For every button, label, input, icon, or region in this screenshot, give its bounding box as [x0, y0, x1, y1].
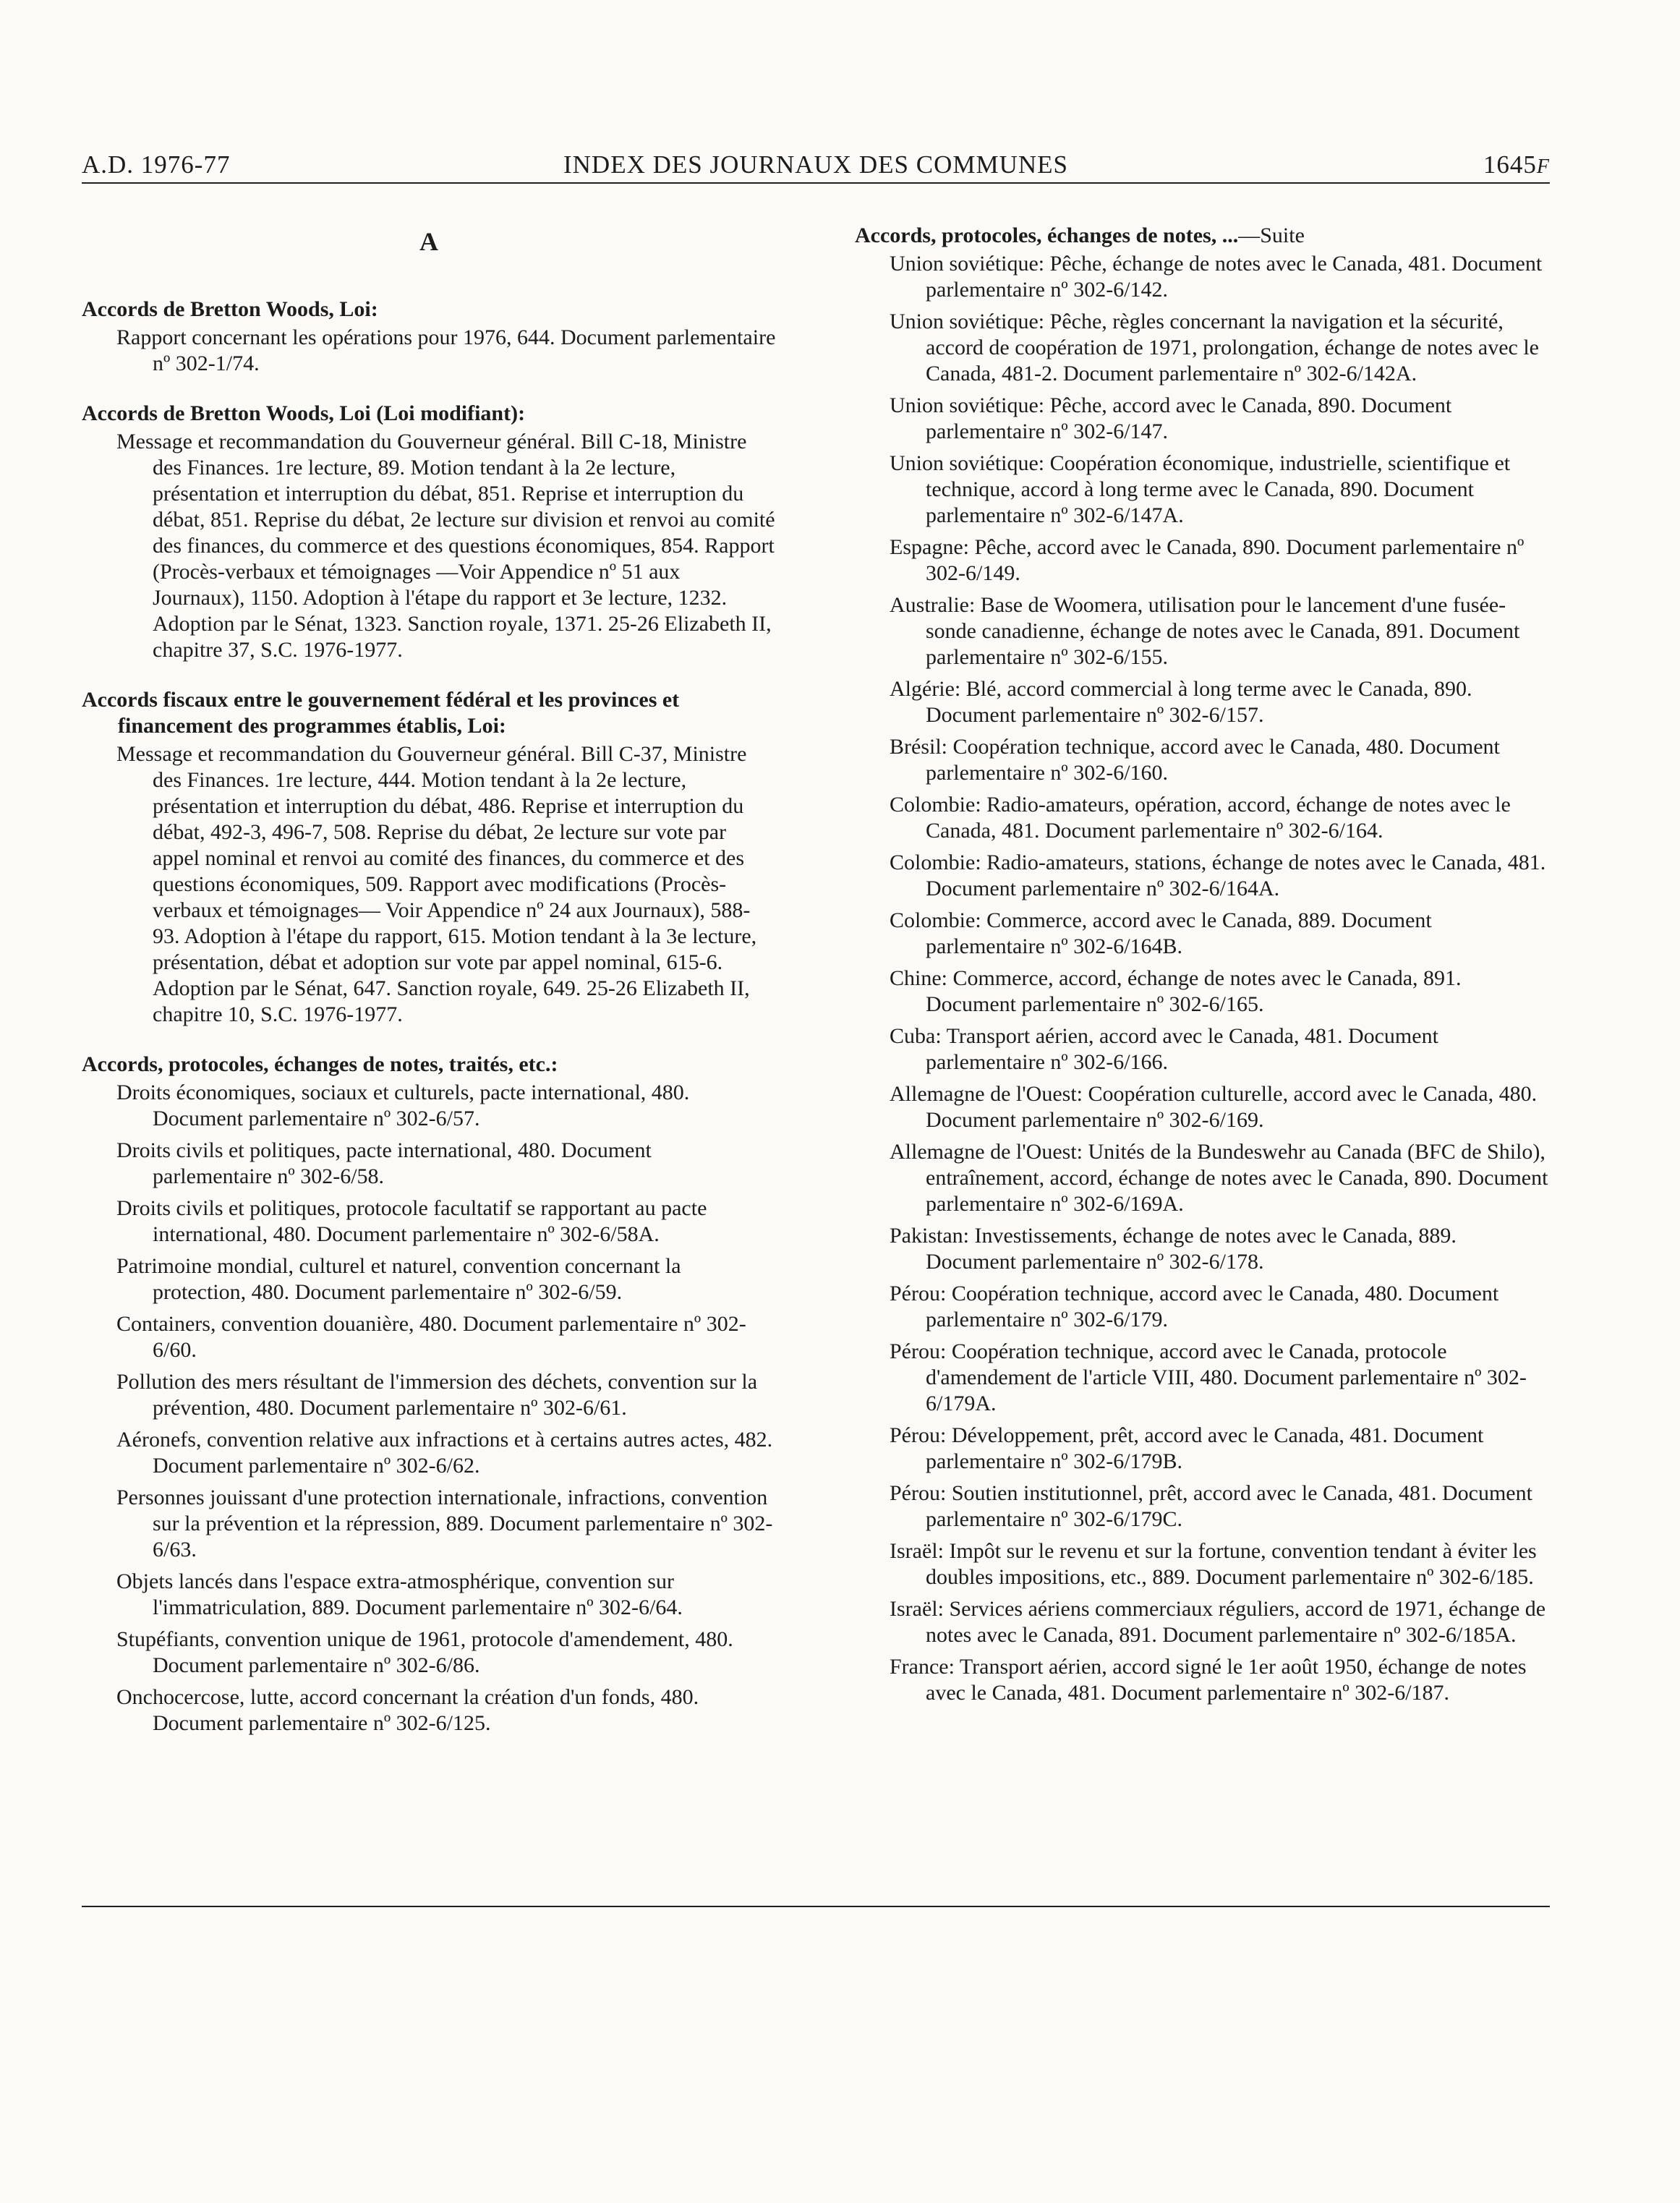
index-entry: Onchocercose, lutte, accord concernant la création d'un fonds, 480. Document parlementaire nº 302-6/125.	[116, 1685, 699, 1735]
index-section	[82, 687, 776, 1028]
index-entry: Australie: Base de Woomera, utilisation pour le lancement d'une fusée-sonde canadienne, échange de notes avec le Canada, 891. Document parlementaire nº 302-6/155.	[890, 593, 1520, 669]
index-entry: Colombie: Radio-amateurs, stations, échange de notes avec le Canada, 481. Document parlementaire nº 302-6/164A.	[890, 851, 1546, 900]
page-suffix: F	[1536, 155, 1550, 178]
index-entry: Brésil: Coopération technique, accord avec le Canada, 480. Document parlementaire nº 302-6/160.	[890, 735, 1500, 785]
index-section	[82, 401, 776, 663]
continued-heading	[855, 223, 1549, 249]
index-entry: Pérou: Coopération technique, accord avec le Canada, 480. Document parlementaire nº 302-6/179.	[890, 1282, 1499, 1331]
index-heading: Accords fiscaux entre le gouvernement fédéral et les provinces et financement des programmes établis, Loi:	[82, 688, 680, 738]
index-entry: Cuba: Transport aérien, accord avec le Canada, 481. Document parlementaire nº 302-6/166.	[890, 1024, 1438, 1074]
index-entry: Patrimoine mondial, culturel et naturel, convention concernant la protection, 480. Document parlementaire nº 302-6/59.	[116, 1254, 681, 1304]
index-entry: Union soviétique: Pêche, échange de notes avec le Canada, 481. Document parlementaire nº 302-6/142.	[890, 252, 1543, 302]
page-header	[82, 150, 1550, 185]
index-entry: Aéronefs, convention relative aux infractions et à certains autres actes, 482. Document parlementaire nº 302-6/62.	[116, 1428, 773, 1478]
header-page-number	[1483, 150, 1550, 179]
index-entry: Droits civils et politiques, protocole facultatif se rapportant au pacte international, 480. Document parlementaire nº 302-6/58A.	[116, 1196, 707, 1246]
index-entry: Droits civils et politiques, pacte international, 480. Document parlementaire nº 302-6/58.	[116, 1138, 652, 1188]
index-entry: Personnes jouissant d'une protection internationale, infractions, convention sur la prévention et la répression, 889. Document parlementaire nº 302-6/63.	[116, 1486, 773, 1561]
index-entry: Israël: Impôt sur le revenu et sur la fortune, convention tendant à éviter les doubles impositions, etc., 889. Document parlementaire nº 302-6/185.	[890, 1539, 1537, 1589]
index-entry: Union soviétique: Pêche, règles concernant la navigation et la sécurité, accord de coopération de 1971, prolongation, échange de notes avec le Canada, 481-2. Document parlementaire nº 302-6/142A.	[890, 310, 1539, 385]
right-column	[855, 223, 1549, 1712]
left-column	[82, 217, 776, 1760]
index-entry: Pakistan: Investissements, échange de notes avec le Canada, 889. Document parlementaire nº 302-6/178.	[890, 1224, 1457, 1274]
index-entry: Israël: Services aériens commerciaux réguliers, accord de 1971, échange de notes avec le Canada, 891. Document parlementaire nº 302-6/185A.	[890, 1597, 1546, 1647]
index-heading: Accords de Bretton Woods, Loi:	[82, 297, 378, 321]
header-title: INDEX DES JOURNAUX DES COMMUNES	[563, 150, 1068, 179]
index-entry: Colombie: Radio-amateurs, opération, accord, échange de notes avec le Canada, 481. Document parlementaire nº 302-6/164.	[890, 793, 1511, 843]
header-rule	[82, 182, 1550, 184]
index-entry: Message et recommandation du Gouverneur général. Bill C-18, Ministre des Finances. 1re lecture, 89. Motion tendant à la 2e lecture, présentation et interruption du débat, 851. Reprise et interruption du débat, 851. Reprise du débat, 2e lecture sur division et renvoi au comité des finances, du commerce et des questions économiques, 854. Rapport (Procès-verbaux et témoignages —Voir Appendice nº 51 aux Journaux), 1150. Adoption à l'étape du rapport et 3e lecture, 1232. Adoption par le Sénat, 1323. Sanction royale, 1371. 25-26 Elizabeth II, chapitre 37, S.C. 1976-1977.	[116, 430, 775, 662]
section-letter: A	[419, 227, 438, 256]
index-section	[82, 1052, 776, 1737]
continued-suffix: —Suite	[1238, 223, 1305, 247]
index-entry: Allemagne de l'Ouest: Unités de la Bundeswehr au Canada (BFC de Shilo), entraînement, accord, échange de notes avec le Canada, 890. Document parlementaire nº 302-6/169A.	[890, 1140, 1548, 1216]
index-entry: Chine: Commerce, accord, échange de notes avec le Canada, 891. Document parlementaire nº 302-6/165.	[890, 966, 1462, 1016]
index-entry: Stupéfiants, convention unique de 1961, protocole d'amendement, 480. Document parlementaire nº 302-6/86.	[116, 1627, 733, 1677]
index-entry: Pérou: Coopération technique, accord avec le Canada, protocole d'amendement de l'article VIII, 480. Document parlementaire nº 302-6/179A.	[890, 1339, 1527, 1415]
index-entry: Espagne: Pêche, accord avec le Canada, 890. Document parlementaire nº 302-6/149.	[890, 535, 1525, 585]
index-entry: Droits économiques, sociaux et culturels, pacte international, 480. Document parlementaire nº 302-6/57.	[116, 1081, 690, 1130]
footer-rule	[82, 1906, 1550, 1907]
index-entry: Containers, convention douanière, 480. Document parlementaire nº 302-6/60.	[116, 1312, 746, 1362]
index-entry: Pérou: Soutien institutionnel, prêt, accord avec le Canada, 481. Document parlementaire nº 302-6/179C.	[890, 1481, 1532, 1531]
index-entry: Pérou: Développement, prêt, accord avec le Canada, 481. Document parlementaire nº 302-6/179B.	[890, 1423, 1484, 1473]
index-entry: Allemagne de l'Ouest: Coopération culturelle, accord avec le Canada, 480. Document parlementaire nº 302-6/169.	[890, 1082, 1538, 1132]
index-heading: Accords de Bretton Woods, Loi (Loi modifiant):	[82, 401, 526, 425]
index-entry: Union soviétique: Pêche, accord avec le Canada, 890. Document parlementaire nº 302-6/147.	[890, 393, 1452, 443]
index-entry: France: Transport aérien, accord signé le 1er août 1950, échange de notes avec le Canada, 481. Document parlementaire nº 302-6/187.	[890, 1655, 1527, 1705]
index-entry: Algérie: Blé, accord commercial à long terme avec le Canada, 890. Document parlementaire nº 302-6/157.	[890, 677, 1472, 727]
index-section	[82, 297, 776, 377]
continued-heading-text: Accords, protocoles, échanges de notes, ...	[855, 223, 1239, 247]
page-number: 1645	[1483, 150, 1537, 179]
index-entry: Rapport concernant les opérations pour 1976, 644. Document parlementaire nº 302-1/74.	[116, 325, 776, 375]
index-entry: Union soviétique: Coopération économique, industrielle, scientifique et technique, accord à long terme avec le Canada, 890. Document parlementaire nº 302-6/147A.	[890, 451, 1511, 527]
index-entry: Message et recommandation du Gouverneur général. Bill C-37, Ministre des Finances. 1re lecture, 444. Motion tendant à la 2e lecture, présentation et interruption du débat, 486. Reprise et interruption du débat, 492-3, 496-7, 508. Reprise du débat, 2e lecture sur vote par appel nominal et renvoi au comité des finances, du commerce et des questions économiques, 509. Rapport avec modifications (Procès-verbaux et témoignages— Voir Appendice nº 24 aux Journaux), 588-93. Adoption à l'étape du rapport, 615. Motion tendant à la 3e lecture, présentation, débat et adoption sur vote par appel nominal, 615-6. Adoption par le Sénat, 647. Sanction royale, 649. 25-26 Elizabeth II, chapitre 10, S.C. 1976-1977.	[116, 742, 757, 1026]
entry-list	[855, 251, 1549, 1706]
index-entry: Colombie: Commerce, accord avec le Canada, 889. Document parlementaire nº 302-6/164B.	[890, 908, 1432, 958]
index-entry: Pollution des mers résultant de l'immersion des déchets, convention sur la prévention, 480. Document parlementaire nº 302-6/61.	[116, 1370, 758, 1420]
index-heading: Accords, protocoles, échanges de notes, traités, etc.:	[82, 1052, 558, 1076]
header-year: A.D. 1976-77	[82, 150, 231, 179]
entry-list	[82, 1080, 776, 1737]
index-entry: Objets lancés dans l'espace extra-atmosphérique, convention sur l'immatriculation, 889. Document parlementaire nº 302-6/64.	[116, 1569, 683, 1619]
